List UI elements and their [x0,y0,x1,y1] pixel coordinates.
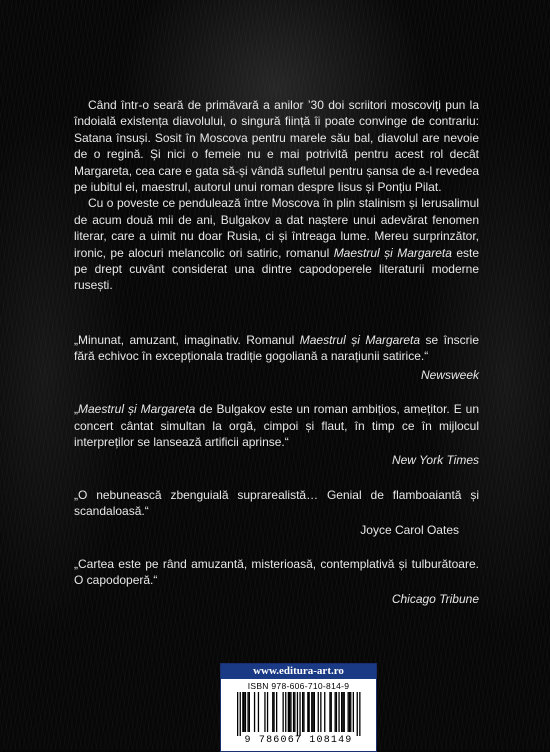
barcode-bar [244,692,245,732]
quote-source: Newsweek [420,367,479,382]
barcode-bar [273,692,274,732]
barcode-bar [307,692,308,732]
barcode-bar [285,692,286,732]
book-title-italic: Maestrul și Margareta [333,245,452,260]
barcode-bar [296,692,297,736]
quote-source: New York Times [391,453,479,468]
barcode-bar [338,692,339,732]
barcode-bar [264,692,265,732]
review-quote [74,556,479,607]
barcode-bar [320,692,321,732]
book-title-italic: Maestrul și Margareta [299,332,421,347]
barcode-bar [302,692,303,732]
barcode-bar [266,692,267,732]
barcode-bar [334,692,335,732]
description-paragraph-1: Când într-o seară de primăvară a anilor ’30 doi scriitori moscoviți pun la îndoială existența diavolului, o singură ființă îi poate convinge de contrariu: Satana însuși. Sosit în Moscova pentru marele său bal, diavolul are nevoie de o regină. Și nici o femeie nu e mai potrivită pentru acest rol decât Margareta, cea care e gata să-și vândă sufletul pentru șansa de a-l revedea pe iubitul ei, maestrul, autorul unui roman despre Iisus și Ponțiu Pilat. [74,98,479,195]
barcode-bar [253,692,254,732]
barcode-bar [342,692,343,732]
barcode-bar [243,692,244,732]
quote-text: „O nebunească zbenguială suprarealistă… Genial de flamboaiantă și scandaloasă.“ [74,487,479,519]
barcode-bar [299,692,300,736]
book-title-italic: Maestrul și Margareta [78,402,196,417]
barcode-bar [329,692,330,732]
book-description [74,97,479,294]
barcode-bar [347,692,348,732]
barcode-bar [289,692,290,732]
quote-source: Joyce Carol Oates [360,522,459,537]
barcode-bar [312,692,313,732]
barcode-bar [257,692,258,732]
barcode-bar [303,692,304,732]
isbn-number: ISBN 978-606-710-814-9 [247,681,350,691]
barcode-bar [248,692,249,732]
barcode-bar [237,692,238,736]
barcode-bar [348,692,349,732]
barcode-bar [294,692,295,732]
review-quote [74,332,479,383]
barcode-bars [229,692,369,736]
barcode-bar [343,692,344,732]
review-quote [74,487,479,538]
barcode-bar [292,692,293,732]
barcode-bar [335,692,336,732]
barcode-bar [317,692,318,732]
barcode-bar [352,692,353,732]
barcode-bar [324,692,325,732]
quote-text: „Minunat, amuzant, imaginativ. Romanul Maestrul și Margareta se înscrie fără echivoc în excepționala tradiție gogoliană a narațiunii satirice.“ [74,332,479,364]
barcode-bar [341,692,342,732]
publisher-url: www.editura-art.ro [221,664,376,679]
quote-text: „Maestrul și Margareta de Bulgakov este un roman ambițios, amețitor. E un concert cântat simultan la orgă, cimpoi și flaut, în timp ce în mijlocul interpreților se lansează artificii aprinse.“ [74,402,479,449]
barcode-bar [356,692,357,736]
barcode-bar [313,692,314,732]
quote-source: Chicago Tribune [391,591,479,606]
review-quote [74,401,479,469]
barcode-bar [330,692,331,732]
barcode-digits: 9 786067 108149 [244,735,353,746]
description-paragraph-2: Cu o poveste ce pendulează între Moscova în plin stalinism și Ierusalimul de acum două mii de ani, Bulgakov a dat naștere unui adevărat fenomen literar, care a uimit nu doar Rusia, ci și întreaga lume. Mereu surprinzător, ironic, pe alocuri melancolic ori satiric, romanul Maestrul și Margareta este pe drept cuvânt considerat una dintre capodoperele literaturii moderne rusești. [74,196,480,293]
barcode-bar [282,692,283,732]
barcode-bar [308,692,309,732]
quote-text: „Cartea este pe rând amuzantă, misterioasă, contemplativă și tulburătoare. O capodoperă.“ [74,556,479,588]
barcode-bar [272,692,273,732]
barcode-bar [287,692,288,732]
back-cover-text [74,97,479,625]
barcode-bar [239,692,240,736]
barcode-label [220,663,377,752]
barcode-bar [276,692,277,732]
barcode-bar [350,692,351,732]
review-quotes [74,332,479,607]
barcode-bar [247,692,248,732]
barcode-bar [242,692,243,732]
barcode-bar [359,692,360,736]
barcode-bar [290,692,291,732]
barcode-bar [311,692,312,732]
